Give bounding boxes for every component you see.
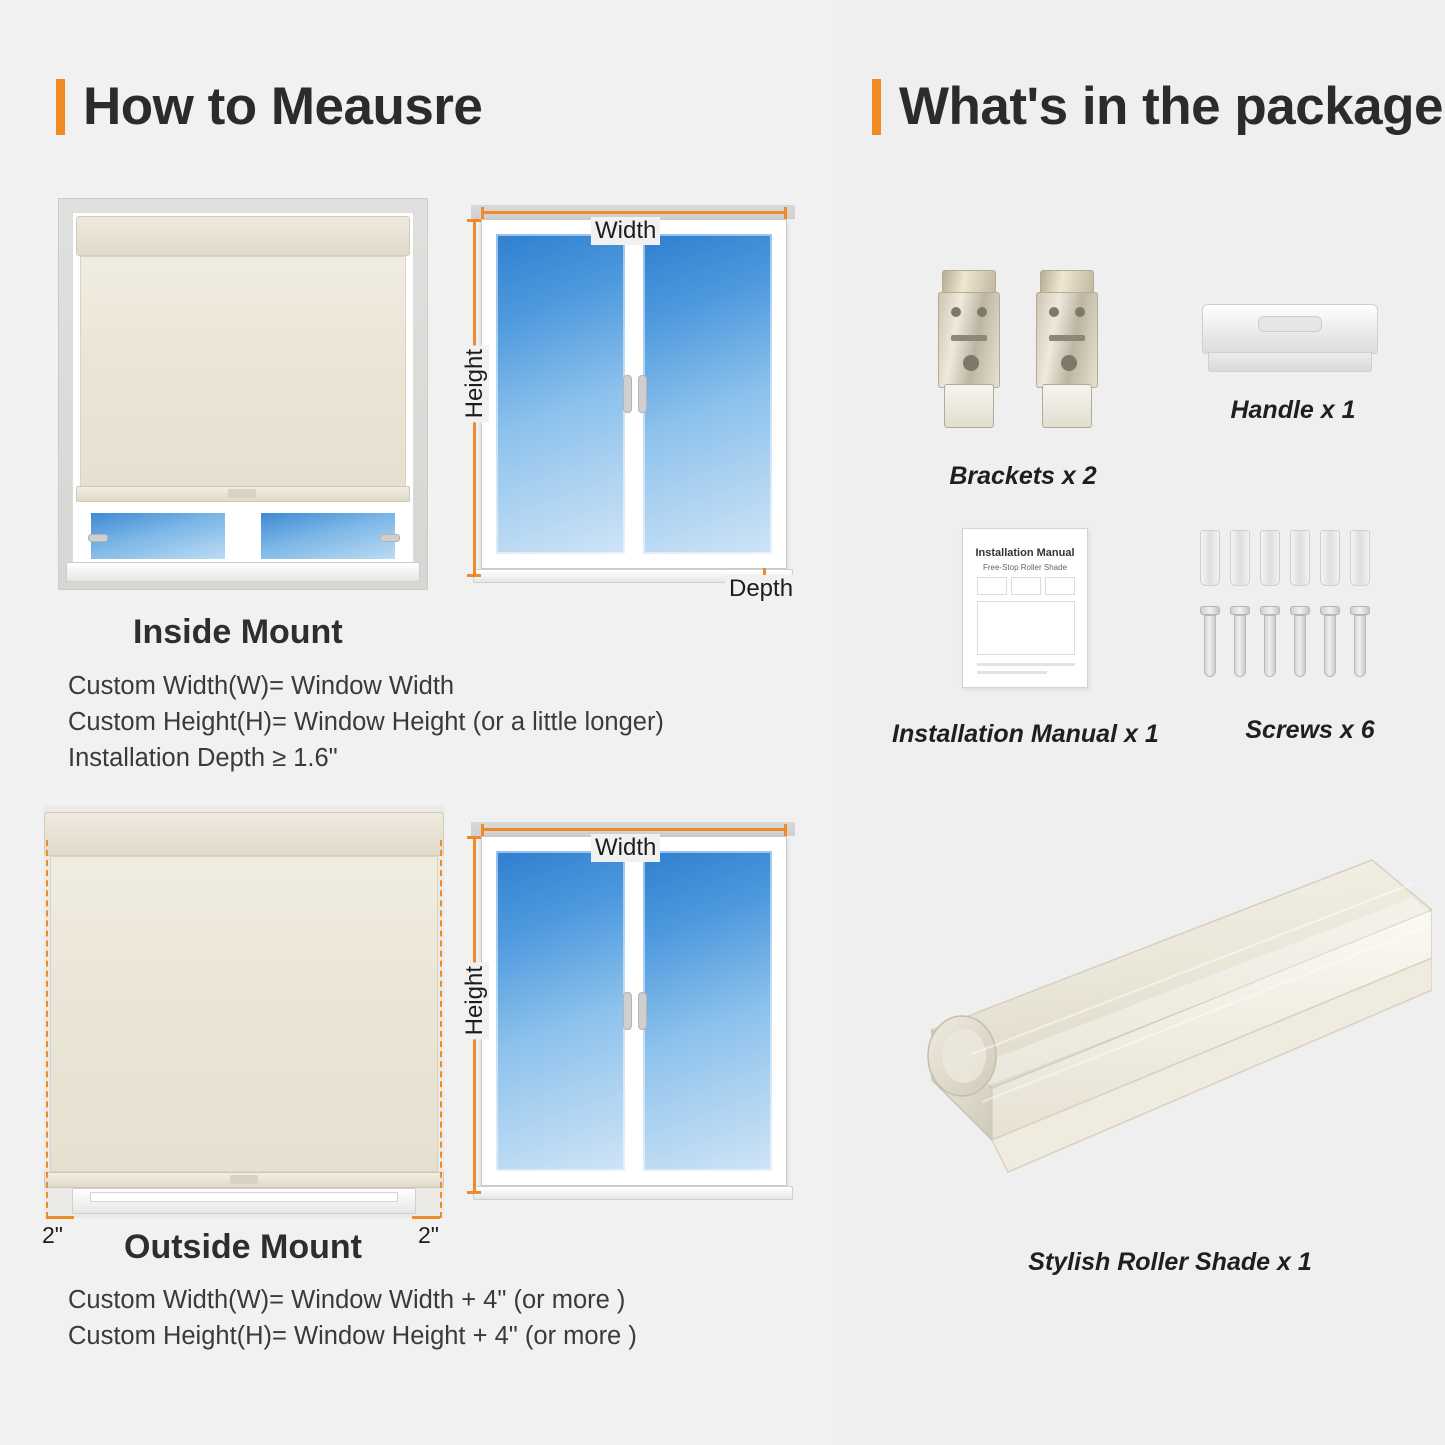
width-dimension-line: [481, 828, 787, 831]
height-tick-top: [467, 219, 481, 222]
inside-mount-title: Inside Mount: [133, 613, 343, 651]
width-tick-right: [784, 824, 787, 836]
window-pane-right: [640, 231, 775, 557]
wall-anchor-icon: [1350, 530, 1370, 586]
screw-head: [1200, 606, 1220, 615]
manual-thumb-1: [977, 577, 1007, 595]
height-tick-top: [467, 836, 481, 839]
outside-mount-dimension-window: [463, 822, 803, 1212]
package-contents-panel: [832, 0, 1445, 1445]
manual-icon: [962, 528, 1088, 688]
heading-text: What's in the package: [899, 77, 1444, 136]
bracket-hole-2: [1075, 307, 1085, 317]
shade-fabric: [80, 256, 406, 488]
roller-shade-caption: Stylish Roller Shade x 1: [1028, 1248, 1312, 1276]
window-pane-right: [258, 510, 398, 562]
bracket-icon: [938, 270, 1000, 430]
bracket-body: [938, 292, 1000, 388]
manual-caption: Installation Manual x 1: [892, 720, 1159, 748]
window-handle-left: [623, 992, 632, 1030]
inside-spec-1: Custom Width(W)= Window Width: [68, 672, 455, 700]
bracket-foot: [1042, 384, 1092, 428]
width-tick-right: [784, 207, 787, 219]
window-pane-left: [493, 231, 628, 557]
window-handle-left: [88, 534, 108, 542]
manual-thumb-2: [1011, 577, 1041, 595]
bracket-body: [1036, 292, 1098, 388]
height-label: Height: [461, 345, 489, 422]
screw-head: [1230, 606, 1250, 615]
manual-text-line-2: [977, 671, 1047, 674]
screw-icon: [1264, 615, 1276, 677]
shade-fabric: [50, 856, 438, 1172]
brackets-caption: Brackets x 2: [949, 462, 1097, 490]
window-handle-right: [380, 534, 400, 542]
heading-accent-bar: [872, 79, 881, 135]
right-offset-line: [412, 1216, 440, 1219]
width-tick-left: [481, 207, 484, 219]
heading-accent-bar: [56, 79, 65, 135]
screw-head: [1320, 606, 1340, 615]
screw-icon: [1294, 615, 1306, 677]
window-frame-edge: [90, 1192, 398, 1202]
width-label: Width: [591, 834, 660, 862]
handle-icon: [1202, 300, 1382, 380]
shade-pull-grip: [228, 489, 256, 498]
shade-headrail: [76, 216, 410, 256]
shade-pull-grip: [230, 1175, 258, 1184]
right-extension-guide: [440, 840, 442, 1218]
brackets-group: [928, 270, 1118, 440]
height-tick-bottom: [467, 574, 481, 577]
screws-group: [1200, 520, 1380, 690]
handle-grip-slot: [1258, 316, 1322, 332]
height-label: Height: [461, 962, 489, 1039]
manual-thumb-3: [1045, 577, 1075, 595]
wall-anchor-icon: [1200, 530, 1220, 586]
left-extension-guide: [46, 840, 48, 1218]
manual-subtitle: Free-Stop Roller Shade: [982, 563, 1068, 572]
roller-shade-svg: [912, 840, 1432, 1220]
width-dimension-line: [481, 211, 787, 214]
inside-spec-2: Custom Height(H)= Window Height (or a little longer): [68, 708, 664, 736]
width-label: Width: [591, 217, 660, 245]
screw-icon: [1354, 615, 1366, 677]
bracket-center-hole: [963, 355, 979, 371]
window-pane-left: [493, 848, 628, 1174]
manual-diagram: [977, 601, 1075, 655]
wall-anchor-icon: [1230, 530, 1250, 586]
screw-icon: [1204, 615, 1216, 677]
window-handle-right: [638, 375, 647, 413]
screws-caption: Screws x 6: [1245, 716, 1375, 744]
bracket-hole-2: [977, 307, 987, 317]
bracket-slot: [951, 335, 987, 341]
manual-title: Installation Manual: [975, 547, 1075, 559]
package-heading: [872, 76, 1443, 137]
window-handle-left: [623, 375, 632, 413]
screw-head: [1350, 606, 1370, 615]
window-pane-left: [88, 510, 228, 562]
width-tick-left: [481, 824, 484, 836]
screw-icon: [1234, 615, 1246, 677]
left-offset-line: [46, 1216, 74, 1219]
window-sill: [473, 1186, 793, 1200]
shade-headrail: [44, 812, 444, 856]
wall-anchor-icon: [1320, 530, 1340, 586]
manual-text-line-1: [977, 663, 1075, 666]
window-pane-right: [640, 848, 775, 1174]
roller-shade-icon: [912, 840, 1432, 1220]
bracket-center-hole: [1061, 355, 1077, 371]
bracket-hole-1: [1049, 307, 1059, 317]
height-tick-bottom: [467, 1191, 481, 1194]
outside-mount-shade-illustration: [44, 806, 444, 1218]
depth-label: Depth: [725, 575, 797, 603]
outside-spec-1: Custom Width(W)= Window Width + 4" (or more ): [68, 1286, 626, 1314]
window-sill: [66, 562, 420, 582]
inside-mount-shade-illustration: [58, 198, 428, 590]
wall-anchor-icon: [1290, 530, 1310, 586]
outside-mount-title: Outside Mount: [124, 1228, 362, 1266]
inside-mount-dimension-window: [461, 205, 803, 602]
wall-anchor-icon: [1260, 530, 1280, 586]
handle-base: [1208, 352, 1372, 372]
outside-spec-2: Custom Height(H)= Window Height + 4" (or more ): [68, 1322, 637, 1350]
right-offset-label: 2": [418, 1222, 439, 1248]
heading-text: How to Meausre: [83, 77, 483, 136]
how-to-measure-heading: [56, 76, 482, 137]
bracket-slot: [1049, 335, 1085, 341]
handle-caption: Handle x 1: [1230, 396, 1356, 424]
left-offset-label: 2": [42, 1222, 63, 1248]
screw-icon: [1324, 615, 1336, 677]
screw-head: [1260, 606, 1280, 615]
inside-spec-3: Installation Depth ≥ 1.6": [68, 744, 338, 772]
bracket-icon: [1036, 270, 1098, 430]
bracket-foot: [944, 384, 994, 428]
screw-head: [1290, 606, 1310, 615]
bracket-hole-1: [951, 307, 961, 317]
window-handle-right: [638, 992, 647, 1030]
